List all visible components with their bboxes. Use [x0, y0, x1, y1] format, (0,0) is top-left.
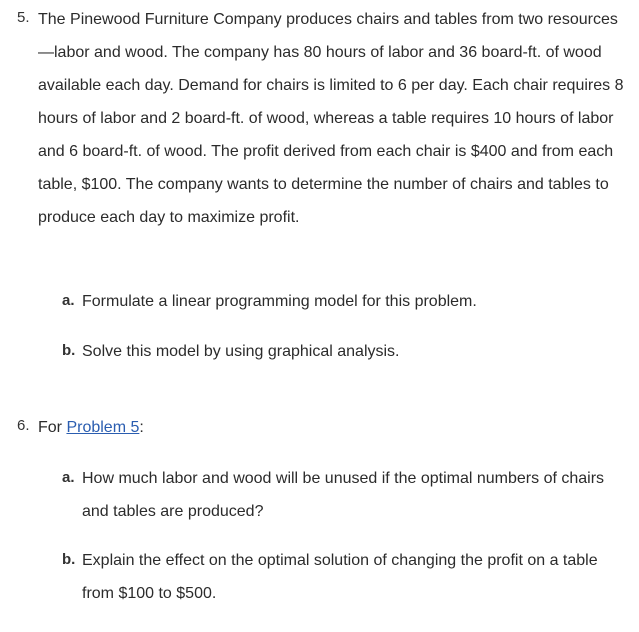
- problem-suffix: :: [139, 419, 144, 436]
- problem-text: The Pinewood Furniture Company produces chairs and tables from two resources—labor and wood. The company has 80 hours of labor and 36 board-ft. of wood available each day. Demand for chairs is limited to 6 per day. Each chair requires 8 hours of labor and 2 board-ft. of wood, whereas a table requires 10 hours of labor and 6 board-ft. of wood. The profit derived from each chair is $400 and from each table, $100. The company wants to determine the number of chairs and tables to produce each day to maximize profit.: [38, 11, 624, 226]
- problem-5-link[interactable]: Problem 5: [66, 419, 140, 436]
- problem-number: 6.: [17, 417, 30, 434]
- part-letter: a.: [62, 292, 75, 309]
- problem-prefix: For: [38, 419, 67, 436]
- part-letter: b.: [62, 342, 76, 359]
- problem-text: [38, 411, 628, 444]
- part-letter: a.: [62, 469, 75, 486]
- part-text: Formulate a linear programming model for this problem.: [82, 293, 477, 310]
- part-text: How much labor and wood will be unused if the optimal numbers of chairs and tables are produced?: [82, 470, 605, 520]
- problem-number: 5.: [17, 9, 30, 26]
- part-text: Explain the effect on the optimal solution of changing the profit on a table from $100 to $500.: [82, 552, 598, 602]
- part-letter: b.: [62, 551, 76, 568]
- part-text: Solve this model by using graphical analysis.: [82, 343, 400, 360]
